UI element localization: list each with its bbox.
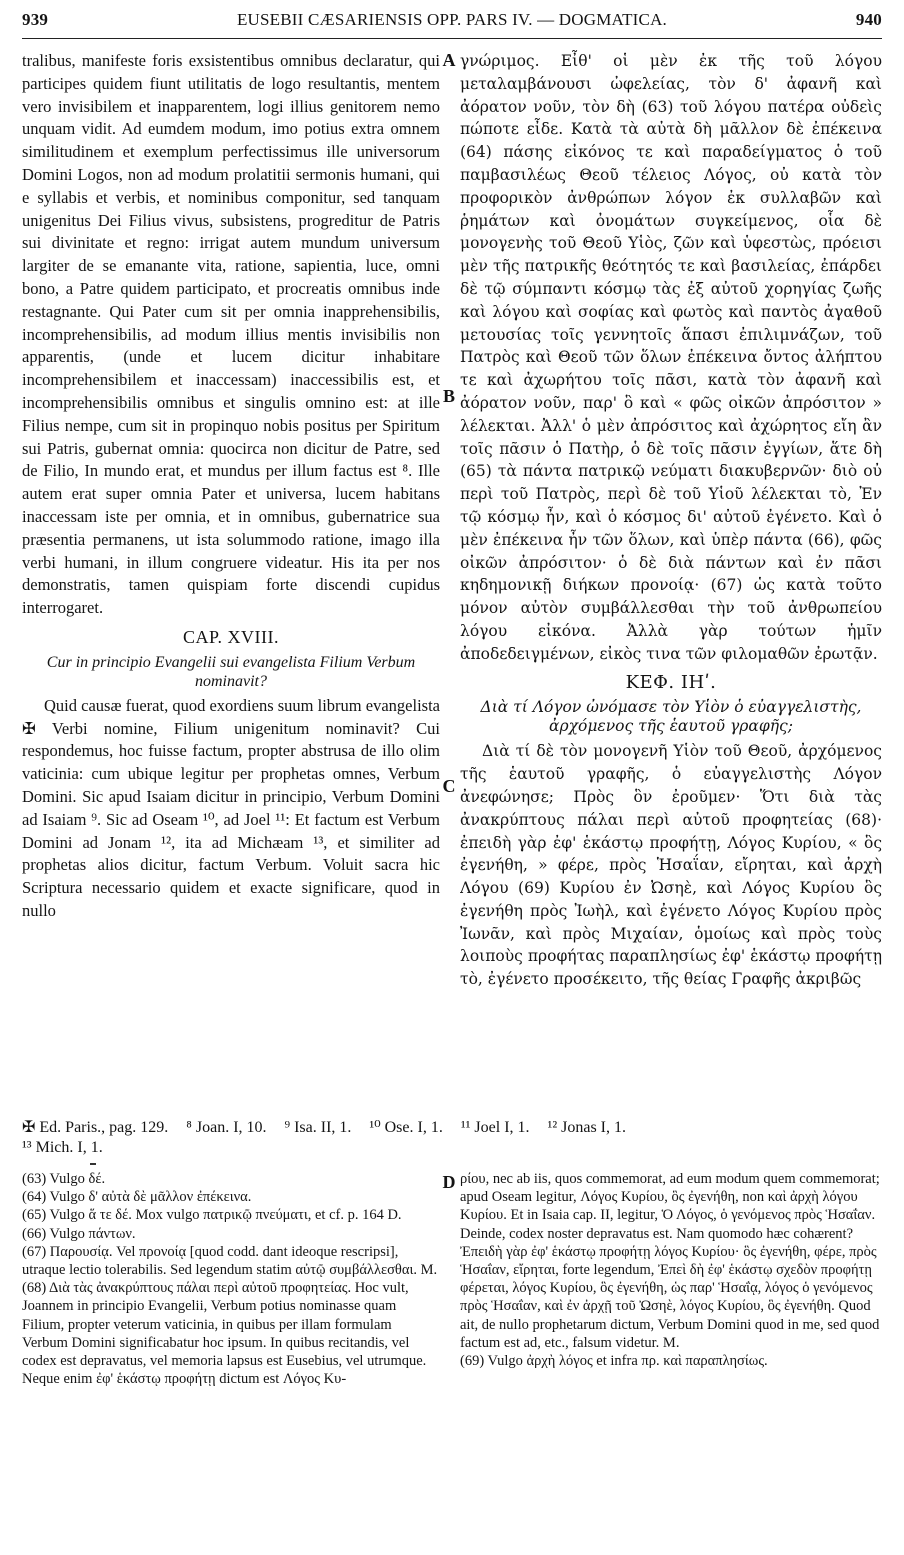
running-head (22, 4, 882, 39)
margin-letter-d: D (442, 1172, 456, 1192)
greek-paragraph: γνώριμος. Εἶθ' οἱ μὲν ἐκ τῆς τοῦ λόγου μεταλαμβάνουσι ὠφελείας, τὸν δ' ἀφανῆ καὶ ἀόρατον νοῦν, τὸν δὴ (63) τοῦ λόγου πατέρα οὐδεὶς πώποτε εἶδε. Κατὰ τὰ αὐτὰ δὴ μᾶλλον δὲ ἐπέκεινα (64) πάσης εἰκόνος τε καὶ παραδείγματος ὁ τοῦ παμβασιλέως Θεοῦ τέλειος Λόγος, οὐ κατὰ τὸν προφορικὸν ἀνθρώπων λόγον ἐκ συλλαβῶν καὶ ῥημάτων καὶ ὀνομάτων συγκείμενος, οἷα δὲ μονογενὴς τοῦ Θεοῦ Υἱὸς, ζῶν καὶ ὑφεστὼς, πρόεισι μὲν τῆς πατρικῆς θεότητός τε καὶ βασιλείας, ἐπάρδει δὲ τῷ σύμπαντι κόσμῳ τὰς ἐξ αὐτοῦ χορηγίας ζωῆς καὶ λόγου καὶ σοφίας καὶ φωτὸς καὶ παντὸς ἀγαθοῦ μετουσίας τοῖς γεννητοῖς ἅπασι ἐπιλιμνάζων, τοῦ Πατρὸς καὶ Θεοῦ τῶν ὅλων ἐπέκεινα ὄντος ἀλήπτου τε καὶ ἀχωρήτου τοῖς πᾶσι, κατὰ τὸν ἀφανῆ καὶ ἀόρατον νοῦν, παρ' ὃ καὶ « φῶς οἰκῶν ἀπρόσιτον » λέλεκται. Ἀλλ' ὁ μὲν ἀπρόσιτος καὶ ἀχώρητος εἴη ἂν τοῖς πᾶσιν ὁ Πατὴρ, ὁ δὲ τοῖς πᾶσιν ἐγγίων, ἅτε δὴ (65) τὰ πάντα πατρικῷ νεύματι διακυβερνῶν· διὸ οὐ περὶ τοῦ Πατρὸς, περὶ δὲ τοῦ Υἱοῦ λέλεκται τὸ, Ἐν τῷ κόσμῳ ἦν, καὶ ὁ κόσμος δι' αὐτοῦ ἐγένετο. Καὶ ὁ μὲν ἐπέκεινα ἦν τῶν ὅλων, καὶ ὑπὲρ πάντα (66), φῶς οἰκῶν ἀπρόσιτον· ὁ δὲ διὰ πάντων καὶ ἐν πᾶσι κηδημονικῇ διήκων προνοίᾳ· (67) ὡς κατὰ τοῦτο μόνον αὐτὸν συμβάλλεσθαι τὴν τοῦ ἀνθρωπείου λόγου εἰκόνα. Ἀλλὰ γὰρ τούτων ἡμῖν ἀποδεδειγμένων, εἰκὸς τινα τῶν φιλομαθῶν ἐρωτᾷν. (460, 52, 882, 663)
note: (64) Vulgo δ' αὐτὰ δὲ μᾶλλον ἐπέκεινα. (22, 1189, 252, 1206)
footnote-ref: ¹⁰ Ose. I, 1. (369, 1119, 443, 1136)
note: (66) Vulgo πάντων. (22, 1225, 136, 1242)
footnote-ref: ¹¹ Joel I, 1. (460, 1119, 530, 1136)
note: (67) Παρουσίᾳ. Vel προνοίᾳ [quod codd. dant ideoque rescripsi], utraque lectio tolerabilis. Sed legendum statim αὐτῷ συμβάλλεσθαι. M. (22, 1243, 438, 1279)
footnote-refs (22, 1118, 882, 1138)
latin-paragraph: tralibus, manifeste foris exsistentibus omnibus declaratur, qui participes quidem fiunt utilitatis de logo resultantis, mentem vero invisibilem et inapparentem, logi illius genitorem nemo unquam vidit. Ad eumdem modum, imo potius extra omnem similitudinem et exemplum perfectissimus ille universorum Domini Logos, non ad modum prolatitii sermonis humani, qui e syllabis et verbis, et nominibus componitur, sed tanquam unigenitus Dei Filius vivus, subsistens, progreditur de Patris sui divinitate et regno: irrigat autem mundum universum largiter de se emanante vita, ratione, sapientia, luce, omni bono, a Patre quidem participato, et procreatis omnibus inde restagnante. Qui Pater cum sit per omnia inapprehensibilis, incomprehensibilis, ad modum illius mentis invisibilis non apparentis, (unde et lucem dicitur inhabitare incomprehensibilem et inaccessam) inaccessibilis est, et incomprehensibilis omnibus et singulis omnino est: at ille Filius nempe, cum sit in propinquo nobis positus per Spiritum sui Patris, gubernat omnia: quocirca non dicitur de Patre, sed de Filio, In mundo erat, et mundus per illum factus est ⁸. Ille autem erat super omnia Pater et universa, lucem habitans inaccessam iste per omnia, et in omnibus, gubernatrice sua præsentia permanens, ut ista solummodo ratione, imago illa verbi humani, in illum congruere videatur. His ita per nos demonstratis, tamen quispiam forte discendi cupidus interrogaret. (22, 51, 440, 618)
greek-paragraph: Διὰ τί δὲ τὸν μονογενῆ Υἱὸν τοῦ Θεοῦ, ἀρχόμενος τῆς ἑαυτοῦ γραφῆς, ὁ εὐαγγελιστὴς Λόγον ἀνεφώνησε; Πρὸς ὃν ἐροῦμεν· Ὅτι διὰ τὰς ἀνακρύπτους πάλαι περὶ αὐτοῦ προφητείας (68)· ἐπειδὴ γὰρ ἐφ' ἑκάστῳ προφήτῃ, Λόγος Κυρίου, « ὃς ἐγενήθη, » φέρε, πρὸς Ἡσαΐαν, εἴρηται, καὶ ἀρχὴ Λόγου (69) Κυρίου ἐν Ὠσηὲ, καὶ Λόγος Κυρίου ὃς ἐγενήθη πρὸς Ἰωὴλ, καὶ ἐγένετο Λόγος Κυρίου πρὸς Ἰωνᾶν, καὶ πρὸς Μιχαίαν, ὁμοίως καὶ πρὸς τοὺς λοιποὺς προφήτας παραπλησίως ἐφ' ἑκάστῳ προφήτῃ τὸ, ἐγένετο προσέκειτο, τῆς θείας Γραφῆς ἀκριβῶς (460, 742, 882, 989)
page-number-left: 939 (22, 10, 49, 29)
note: (63) Vulgo δέ. (22, 1171, 106, 1187)
margin-letter-b: B (442, 386, 455, 406)
separator-mark (90, 1163, 96, 1165)
footnote-ref: ⁹ Isa. II, 1. (284, 1119, 352, 1136)
chapter-heading-greek: ΚΕΦ. ΙΗʹ. (625, 671, 717, 693)
latin-paragraph: Quid causæ fuerat, quod exordiens suum librum evangelista ✠ Verbi nomine, Filium unigenitum nominavit? Cui respondemus, hoc fuisse factum, propter abstrusa de illo olim vaticinia: cum ubique legitur per prophetas omnes, Verbum Domini. Sic apud Isaiam dicitur in principio, Verbum Domini ad Isaiam ⁹. Sic ad Oseam ¹⁰, ad Joel ¹¹: Et factum est Verbum Domini ad Jonam ¹², ita ad Michæam ¹³, et similiter ad prophetas alios dicitur, factum Verbum. Voluit sacra hic Scriptura necessario quidem et exacte significare, quod in nullo (22, 695, 440, 920)
note: (68) Διὰ τὰς ἀνακρύπτους πάλαι περὶ αὐτοῦ προφητείας. Hoc vult, Joannem in principio Evangelii, Verbum potius nominasse quam Filium, propter veterum vaticinia, in quibus per illam formulam Verbum Domini significabatur hoc ipsum. In quibus recitandis, vel codex est depravatus, vel memoria lapsus est Eusebius, vel utrumque. Neque enim ἐφ' ἑκάστῳ προφήτῃ dictum est Λόγος Κυ- (22, 1280, 427, 1388)
chapter-subtitle-greek: Διὰ τί Λόγον ὠνόμασε τὸν Υἱὸν ὁ εὐαγγελιστὴς, ἀρχόμενος τῆς ἑαυτοῦ γραφῆς; (480, 698, 862, 736)
note: (69) Vulgo ἀρχὴ λόγος et infra πρ. καὶ παραπλησίως. (460, 1353, 768, 1370)
notes-right (460, 1170, 882, 1550)
footnote-refs-line2 (22, 1138, 882, 1158)
margin-letter-c: C (442, 776, 456, 796)
footnote-ref: ¹³ Mich. I, 1. (22, 1139, 103, 1156)
chapter-subtitle-latin: Cur in principio Evangelii sui evangelista Filium Verbum nominavit? (46, 653, 416, 690)
notes-left (22, 1170, 440, 1550)
margin-letter-a: A (442, 50, 456, 70)
footnote-ref: ⁸ Joan. I, 10. (186, 1119, 267, 1136)
running-title: EUSEBII CÆSARIENSIS OPP. PARS IV. — DOGMATICA. (236, 10, 668, 29)
note: ρίου, nec ab iis, quos commemorat, ad eum modum quem commemorat; apud Oseam legitur, Λόγος Κυρίου, ὃς ἐγενήθη, non καὶ ἀρχὴ λόγου Κυρίου. Et in Isaia cap. II, legitur, Ὁ Λόγος, ὁ γενόμενος πρὸς Ἡσαΐαν. Deinde, codex noster depravatus est. Nam quomodo hæc cohærent? Ἐπειδὴ γὰρ ἐφ' ἑκάστῳ προφήτῃ λόγος Κυρίου· ὃς ἐγενήθη, φέρε, πρὸς Ἡσαΐαν, εἴρηται, forte legendum, Ἐπεὶ δὴ ἐφ' ἑκάστῳ σχεδὸν προφήτῃ φέρεται, λόγος Κυρίου, ὃς ἐγενήθη, ὡς παρ' Ἡσαΐᾳ, λόγος ὁ γενόμενος πρὸς Ἡσαΐαν, καὶ ἐν ἀρχῇ τοῦ Ὠσηὲ, λόγος Κυρίου, ὃς ἐγενήθη. Quod ait, de nullo prophetarum dictum, Verbum Domini quod in me, sed quod factum est ad, etc., falsum videtur. M. (460, 1171, 880, 1351)
greek-column (460, 50, 882, 1098)
footnote-ref: ¹² Jonas I, 1. (547, 1119, 627, 1136)
note: (65) Vulgo ἅ τε δέ. Mox vulgo πατρικῷ πνεύματι, et cf. p. 164 D. (22, 1207, 402, 1224)
latin-column (22, 50, 440, 1098)
page-number-right: 940 (855, 10, 882, 29)
footnote-ref: ✠ Ed. Paris., pag. 129. (22, 1119, 169, 1136)
chapter-heading-latin: CAP. XVIII. (182, 626, 279, 647)
